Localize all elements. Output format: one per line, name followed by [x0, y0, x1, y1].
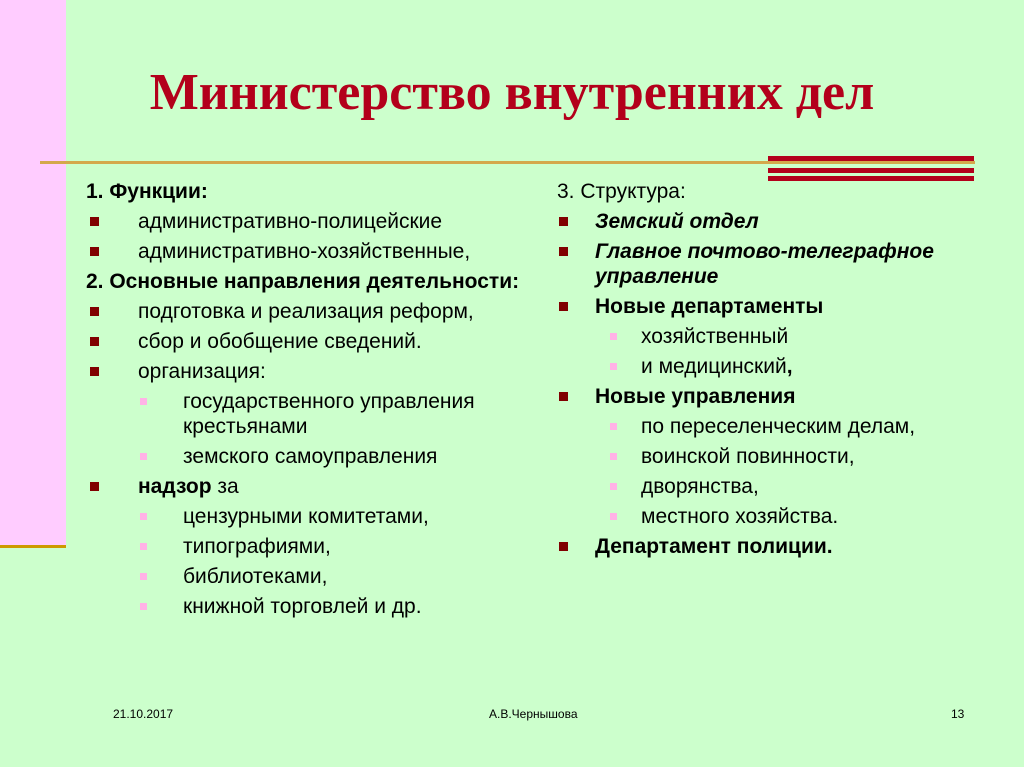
sub-list-item-label: земского самоуправления: [183, 445, 438, 468]
list-item: [86, 474, 536, 499]
sub-list-item-label: и медицинский: [641, 355, 787, 378]
footer-author: А.В.Чернышова: [489, 707, 578, 721]
list-item-label: сбор и обобщение сведений.: [138, 330, 422, 353]
footer-date: 21.10.2017: [113, 707, 174, 721]
sub-list-item-comma: ,: [786, 355, 793, 378]
slide-number: 13: [951, 707, 965, 721]
small-square-bullet-icon: [610, 453, 617, 460]
sub-list-item: [86, 594, 536, 619]
sub-list-item-label: типографиями,: [183, 535, 331, 558]
list-item: [86, 209, 536, 234]
list-item-label: Главное почтово-телеграфное управление: [595, 240, 934, 288]
square-bullet-icon: [90, 367, 99, 376]
small-square-bullet-icon: [140, 603, 147, 610]
list-item: [86, 239, 536, 264]
small-square-bullet-icon: [140, 453, 147, 460]
square-bullet-icon: [90, 307, 99, 316]
small-square-bullet-icon: [140, 543, 147, 550]
list-item-label: Земский отдел: [595, 210, 759, 233]
list-item: [557, 294, 1022, 319]
sub-list-item: [86, 444, 536, 469]
small-square-bullet-icon: [610, 333, 617, 340]
section-directions-heading: 2. Основные направления деятельности:: [86, 270, 520, 293]
list-item-label: Новые департаменты: [595, 295, 824, 318]
list-item-label: административно-полицейские: [138, 210, 443, 233]
small-square-bullet-icon: [610, 363, 617, 370]
list-item: [557, 239, 1022, 289]
title-underline: [40, 161, 975, 164]
square-bullet-icon: [559, 392, 568, 401]
list-item: [557, 534, 1022, 559]
list-item: [86, 299, 536, 324]
list-item-label: Новые управления: [595, 385, 796, 408]
sub-list-item-label: хозяйственный: [641, 325, 789, 348]
square-bullet-icon: [559, 542, 568, 551]
sub-list-item: [86, 564, 536, 589]
list-item-label: подготовка и реализация реформ,: [138, 300, 474, 323]
list-item-label: административно-хозяйственные,: [138, 240, 471, 263]
sub-list-item: [557, 324, 1022, 349]
square-bullet-icon: [90, 247, 99, 256]
square-bullet-icon: [559, 247, 568, 256]
sub-list-item-label: воинской повинности,: [641, 445, 855, 468]
sub-list-item-label: местного хозяйства.: [641, 505, 839, 528]
list-item-label: организация:: [138, 360, 266, 383]
sub-list-item: [557, 354, 1022, 379]
square-bullet-icon: [90, 217, 99, 226]
small-square-bullet-icon: [140, 513, 147, 520]
right-column: [557, 179, 1022, 564]
sub-list-item: [557, 504, 1022, 529]
left-column: [86, 179, 536, 624]
section-structure-heading: 3. Структура:: [557, 180, 686, 203]
decorative-red-bar: [768, 156, 974, 161]
decorative-red-bar: [768, 168, 974, 173]
sub-list-item-label: дворянства,: [641, 475, 759, 498]
sub-list-item: [557, 474, 1022, 499]
list-item: [557, 384, 1022, 409]
decorative-side-line: [0, 545, 66, 548]
sub-list-item: [86, 389, 536, 439]
section-functions-heading: 1. Функции:: [86, 180, 208, 203]
square-bullet-icon: [90, 482, 99, 491]
sub-list-item-label: библиотеками,: [183, 565, 328, 588]
list-item: [557, 209, 1022, 234]
list-item-label: Департамент полиции.: [595, 535, 833, 558]
sub-list-item: [557, 414, 1022, 439]
list-item-label: за: [211, 475, 239, 498]
sub-list-item-label: книжной торговлей и др.: [183, 595, 422, 618]
sub-list-item-label: государственного управления крестьянами: [183, 390, 475, 438]
sub-list-item-label: по переселенческим делам,: [641, 415, 916, 438]
small-square-bullet-icon: [610, 513, 617, 520]
sub-list-item: [557, 444, 1022, 469]
slide-title: Министерство внутренних дел: [149, 64, 875, 121]
square-bullet-icon: [559, 302, 568, 311]
sub-list-item-label: цензурными комитетами,: [183, 505, 429, 528]
square-bullet-icon: [90, 337, 99, 346]
list-item: [86, 329, 536, 354]
sub-list-item: [86, 504, 536, 529]
list-item-label-bold: надзор: [138, 475, 212, 498]
small-square-bullet-icon: [140, 398, 147, 405]
small-square-bullet-icon: [610, 423, 617, 430]
square-bullet-icon: [559, 217, 568, 226]
small-square-bullet-icon: [610, 483, 617, 490]
sub-list-item: [86, 534, 536, 559]
small-square-bullet-icon: [140, 573, 147, 580]
list-item: [86, 359, 536, 384]
